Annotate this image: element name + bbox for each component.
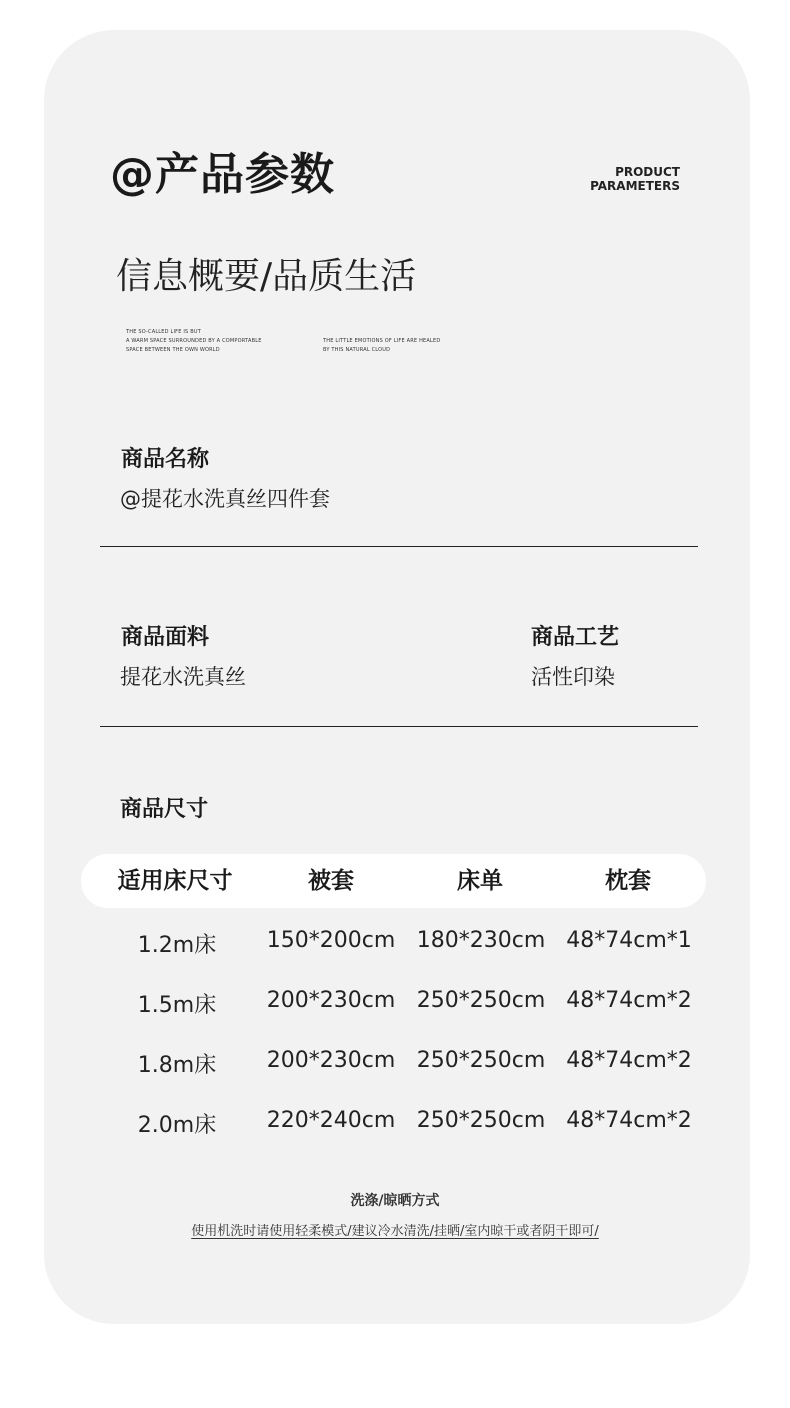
fabric-value: 提花水洗真丝 (120, 665, 246, 689)
table-cell: 1.8m床 (137, 1053, 217, 1078)
care-instructions-text: 使用机洗时请使用轻柔模式/建议冷水清洗/挂晒/室内晾干或者阴干即可/ (191, 1224, 599, 1239)
table-cell: 200*230cm (266, 1048, 396, 1073)
table-cell: 48*74cm*2 (566, 988, 692, 1013)
product-name-label: 商品名称 (121, 447, 210, 472)
tagline-right-line: BY THIS NATURAL CLOUD (323, 347, 391, 353)
size-table-header (81, 854, 706, 908)
table-cell: 200*230cm (266, 988, 396, 1013)
subtitle: 信息概要/品质生活 (116, 256, 417, 297)
table-cell: 2.0m床 (137, 1113, 217, 1138)
table-cell: 48*74cm*2 (566, 1108, 692, 1133)
table-cell: 48*74cm*1 (566, 928, 692, 953)
tagline-right (323, 337, 440, 355)
table-cell: 1.5m床 (137, 993, 217, 1018)
column-header-duvet-cover: 被套 (308, 868, 354, 894)
craft-label: 商品工艺 (531, 625, 620, 650)
divider (100, 726, 698, 727)
tagline-left (126, 328, 262, 355)
craft-value: 活性印染 (531, 665, 615, 689)
tagline-left-line: SPACE BETWEEN THE OWN WORLD (126, 347, 220, 353)
english-title-line1: PRODUCT (615, 165, 680, 179)
table-cell: 48*74cm*2 (566, 1048, 692, 1073)
tagline-left-line: THE SO-CALLED LIFE IS BUT (126, 329, 201, 335)
table-cell: 150*200cm (266, 928, 396, 953)
table-cell: 1.2m床 (137, 933, 217, 958)
care-instructions (0, 1220, 790, 1239)
fabric-label: 商品面料 (121, 625, 210, 650)
product-name-value: @提花水洗真丝四件套 (120, 487, 330, 511)
size-label: 商品尺寸 (120, 797, 209, 822)
table-cell: 180*230cm (416, 928, 546, 953)
table-cell: 220*240cm (266, 1108, 396, 1133)
english-title (560, 165, 680, 193)
care-title: 洗涤/晾晒方式 (350, 1193, 440, 1209)
english-title-line2: PARAMETERS (590, 179, 680, 193)
divider (100, 546, 698, 547)
table-cell: 250*250cm (416, 988, 546, 1013)
tagline-right-line: THE LITTLE EMOTIONS OF LIFE ARE HEALED (323, 338, 441, 344)
tagline-left-line: A WARM SPACE SURROUNDED BY A COMPORTABLE (126, 338, 262, 344)
column-header-pillowcase: 枕套 (605, 868, 651, 894)
column-header-bed-sheet: 床单 (457, 868, 503, 894)
table-cell: 250*250cm (416, 1108, 546, 1133)
page-title: @产品参数 (110, 149, 335, 200)
column-header-bed-size: 适用床尺寸 (117, 868, 233, 894)
table-cell: 250*250cm (416, 1048, 546, 1073)
